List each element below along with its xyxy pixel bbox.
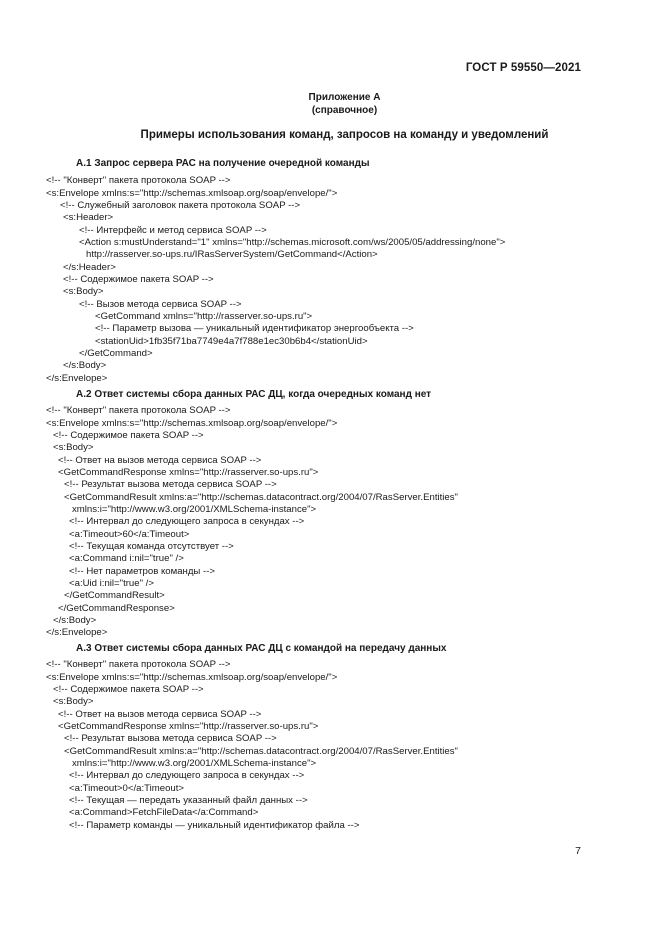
code-line: <s:Body> bbox=[53, 442, 94, 453]
code-line: </s:Envelope> bbox=[46, 627, 108, 638]
code-line: xmlns:i="http://www.w3.org/2001/XMLSchema-instance"> bbox=[72, 504, 317, 515]
code-line: <s:Envelope xmlns:s="http://schemas.xmlsoap.org/soap/envelope/"> bbox=[46, 671, 338, 683]
code-line: <a:Timeout>60</a:Timeout> bbox=[69, 528, 190, 540]
section-heading-a3: А.3 Ответ системы сбора данных РАС ДЦ с командой на передачу данных bbox=[76, 643, 447, 654]
code-line: http://rasserver.so-ups.ru/IRasServerSystem/GetCommand</Action> bbox=[86, 249, 378, 260]
code-line: </GetCommandResponse> bbox=[58, 602, 175, 614]
code-line: <!-- Содержимое пакета SOAP --> bbox=[53, 430, 204, 441]
code-line: <!-- Параметр вызова — уникальный идентификатор энергообъекта --> bbox=[95, 323, 414, 334]
code-line: <a:Command>FetchFileData</a:Command> bbox=[69, 807, 259, 818]
code-line: </s:Body> bbox=[63, 360, 107, 371]
code-line: <GetCommandResponse xmlns="http://rasserver.so-ups.ru"> bbox=[58, 467, 319, 478]
standard-number: ГОСТ Р 59550—2021 bbox=[465, 62, 581, 74]
code-line: <!-- Параметр команды — уникальный идентификатор файла --> bbox=[69, 819, 360, 831]
code-line: <!-- Вызов метода сервиса SOAP --> bbox=[79, 298, 242, 310]
code-line: <Action s:mustUnderstand="1" xmlns="http://schemas.microsoft.com/ws/2005/05/addressing/none"> bbox=[79, 237, 506, 248]
code-line: </s:Header> bbox=[63, 261, 116, 273]
section-heading-a2: А.2 Ответ системы сбора данных РАС ДЦ, когда очередных команд нет bbox=[76, 389, 432, 400]
code-line: <!-- Результат вызова метода сервиса SOAP --> bbox=[64, 479, 277, 490]
code-line: <!-- Интерфейс и метод сервиса SOAP --> bbox=[79, 224, 267, 236]
code-line: <!-- Нет параметров команды --> bbox=[69, 565, 215, 577]
code-line: <GetCommandResult xmlns:a="http://schemas.datacontract.org/2004/07/RasServer.Entities" bbox=[64, 491, 458, 503]
code-line: xmlns:i="http://www.w3.org/2001/XMLSchema-instance"> bbox=[72, 758, 317, 769]
code-line: <!-- "Конверт" пакета протокола SOAP --> bbox=[46, 659, 231, 670]
code-line: <GetCommandResponse xmlns="http://rasserver.so-ups.ru"> bbox=[58, 721, 319, 732]
code-line: <s:Body> bbox=[53, 696, 94, 707]
code-line: <s:Envelope xmlns:s="http://schemas.xmlsoap.org/soap/envelope/"> bbox=[46, 417, 338, 429]
code-line: <!-- "Конверт" пакета протокола SOAP --> bbox=[46, 175, 231, 186]
code-line: <GetCommand xmlns="http://rasserver.so-ups.ru"> bbox=[95, 311, 313, 322]
code-line: <!-- Ответ на вызов метода сервиса SOAP --> bbox=[58, 454, 262, 466]
code-line: <!-- Текущая — передать указанный файл данных --> bbox=[69, 795, 308, 806]
appendix-title: Приложение А bbox=[308, 92, 381, 103]
page-number: 7 bbox=[575, 845, 581, 857]
code-line: <!-- Результат вызова метода сервиса SOAP --> bbox=[64, 733, 277, 744]
code-line: <!-- Служебный заголовок пакета протокола SOAP --> bbox=[60, 200, 301, 211]
code-line: <s:Body> bbox=[63, 286, 104, 297]
code-line: <GetCommandResult xmlns:a="http://schemas.datacontract.org/2004/07/RasServer.Entities" bbox=[64, 745, 458, 757]
code-line: <s:Envelope xmlns:s="http://schemas.xmlsoap.org/soap/envelope/"> bbox=[46, 187, 338, 199]
code-line: <!-- Ответ на вызов метода сервиса SOAP --> bbox=[58, 708, 262, 720]
code-line: <stationUid>1fb35f71ba7749e4a7f788e1ec30b6b4</stationUid> bbox=[95, 335, 368, 347]
code-line: <a:Uid i:nil="true" /> bbox=[69, 578, 154, 589]
section-heading-a1: А.1 Запрос сервера РАС на получение очередной команды bbox=[76, 158, 370, 169]
code-line: </s:Envelope> bbox=[46, 372, 108, 384]
code-line: </GetCommand> bbox=[79, 348, 153, 359]
code-line: <!-- Интервал до следующего запроса в секундах --> bbox=[69, 770, 305, 781]
code-line: <s:Header> bbox=[63, 212, 114, 223]
code-line: </s:Body> bbox=[53, 615, 97, 626]
code-line: <a:Command i:nil="true" /> bbox=[69, 553, 184, 564]
code-line: </GetCommandResult> bbox=[64, 590, 165, 601]
code-line: <!-- "Конверт" пакета протокола SOAP --> bbox=[46, 405, 231, 416]
code-line: <!-- Содержимое пакета SOAP --> bbox=[63, 274, 214, 285]
code-line: <!-- Интервал до следующего запроса в секундах --> bbox=[69, 516, 305, 527]
appendix-heading: Примеры использования команд, запросов на команду и уведомлений bbox=[140, 129, 549, 141]
code-line: <!-- Текущая команда отсутствует --> bbox=[69, 541, 234, 552]
code-line: <!-- Содержимое пакета SOAP --> bbox=[53, 684, 204, 695]
code-line: <a:Timeout>0</a:Timeout> bbox=[69, 782, 185, 794]
appendix-note: (справочное) bbox=[311, 105, 378, 116]
